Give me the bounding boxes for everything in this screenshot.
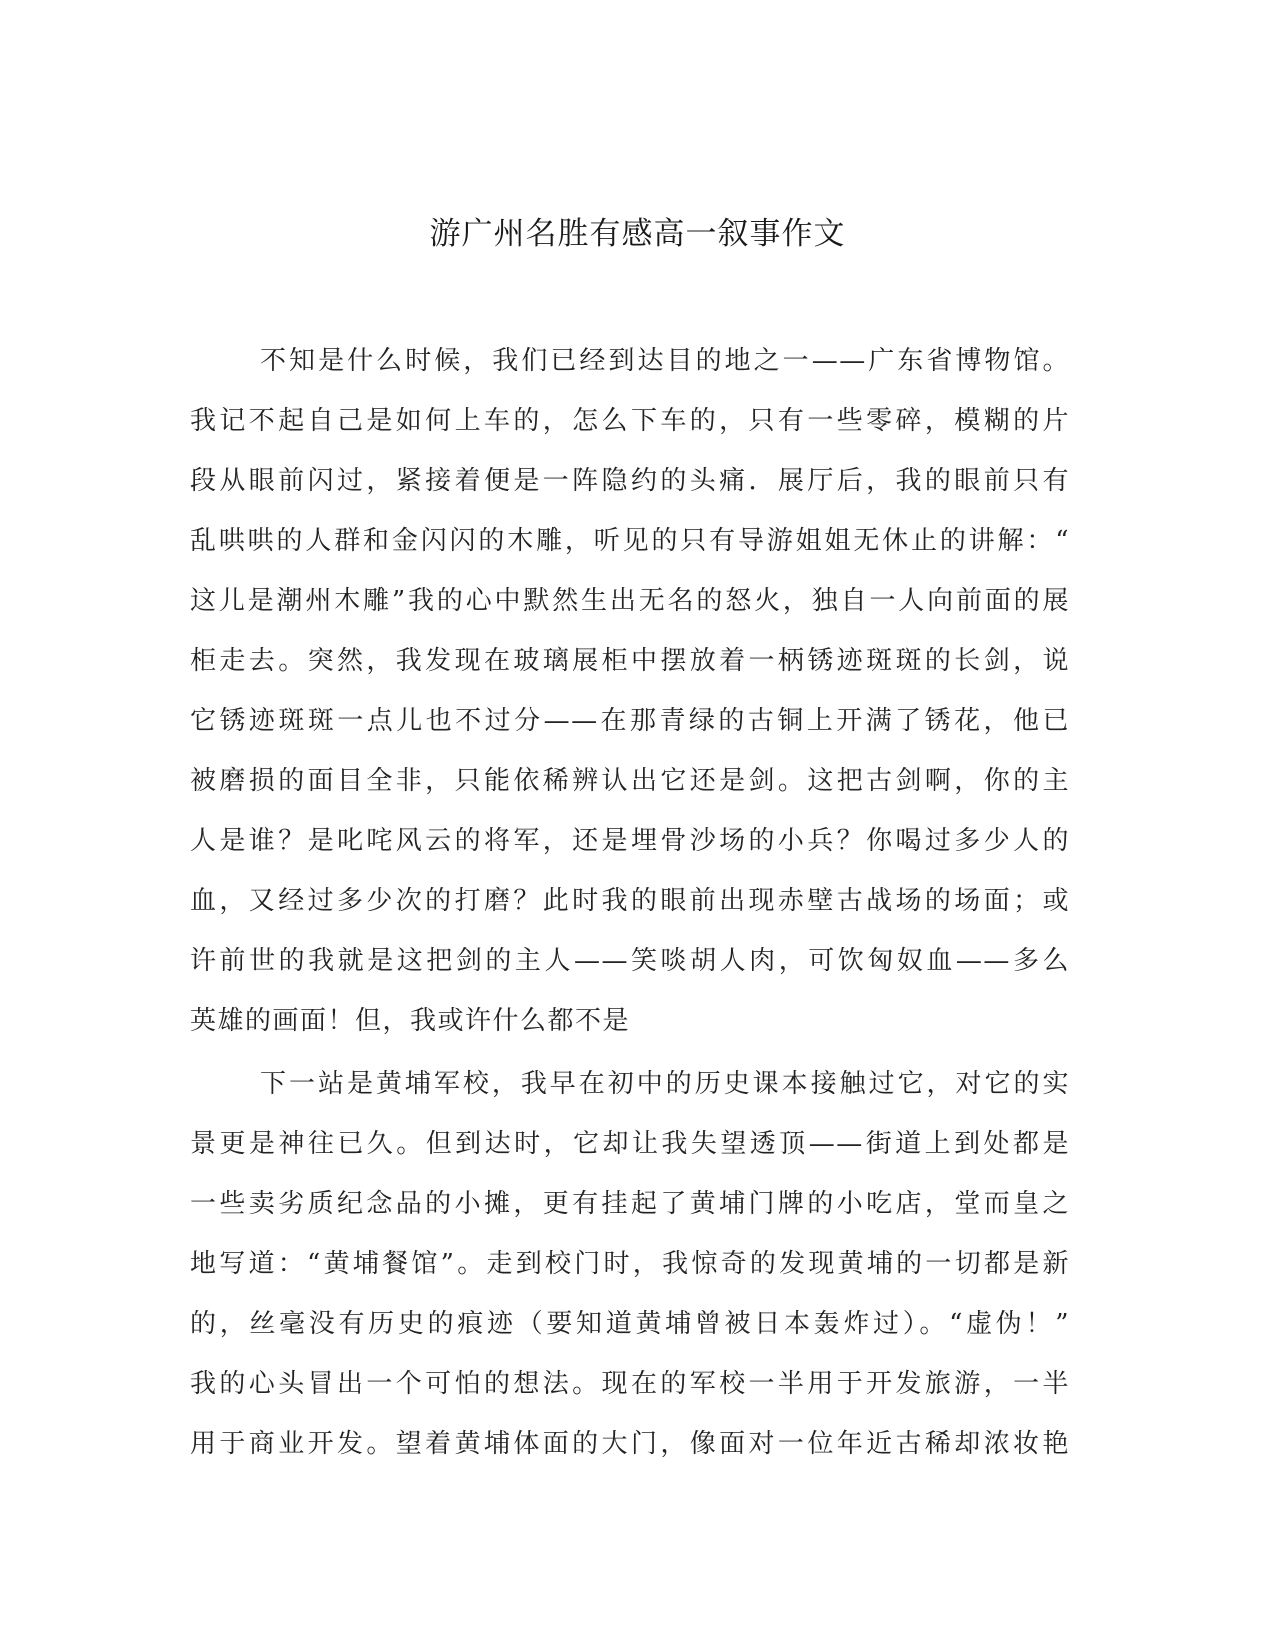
paragraph-2-line-1: 下一站是黄埔军校，我早在初中的历史课本接触过它，对它的实 — [260, 1069, 1070, 1099]
paragraph-1-line-6: 柜走去。突然，我发现在玻璃展柜中摆放着一柄锈迹斑斑的长剑，说 — [190, 646, 1070, 676]
paragraph-2-line-3: 一些卖劣质纪念品的小摊，更有挂起了黄埔门牌的小吃店，堂而皇之 — [190, 1189, 1070, 1219]
paragraph-1-line-10: 血，又经过多少次的打磨？此时我的眼前出现赤壁古战场的场面；或 — [190, 886, 1070, 916]
paragraph-1-line-11: 许前世的我就是这把剑的主人——笑啖胡人肉，可饮匈奴血——多么 — [190, 946, 1070, 976]
paragraph-1-line-9: 人是谁？是叱咤风云的将军，还是埋骨沙场的小兵？你喝过多少人的 — [190, 826, 1070, 856]
document-title: 游广州名胜有感高一叙事作文 — [429, 216, 846, 252]
paragraph-1-line-1: 不知是什么时候，我们已经到达目的地之一——广东省博物馆。 — [260, 346, 1070, 376]
paragraph-2-line-6: 我的心头冒出一个可怕的想法。现在的军校一半用于开发旅游，一半 — [190, 1369, 1070, 1399]
paragraph-1-line-12: 英雄的画面！但，我或许什么都不是 — [190, 1006, 631, 1036]
paragraph-1-line-4: 乱哄哄的人群和金闪闪的木雕，听见的只有导游姐姐无休止的讲解：“ — [190, 526, 1070, 556]
paragraph-2-line-2: 景更是神往已久。但到达时，它却让我失望透顶——街道上到处都是 — [190, 1129, 1070, 1159]
paragraph-1-line-3: 段从眼前闪过，紧接着便是一阵隐约的头痛．展厅后，我的眼前只有 — [190, 466, 1070, 496]
paragraph-2-line-4: 地写道：“黄埔餐馆”。走到校门时，我惊奇的发现黄埔的一切都是新 — [190, 1249, 1070, 1279]
paragraph-1-line-2: 我记不起自己是如何上车的，怎么下车的，只有一些零碎，模糊的片 — [190, 406, 1070, 436]
paragraph-1-line-7: 它锈迹斑斑一点儿也不过分——在那青绿的古铜上开满了锈花，他已 — [190, 706, 1070, 736]
paragraph-1-line-5: 这儿是潮州木雕”我的心中默然生出无名的怒火，独自一人向前面的展 — [190, 586, 1070, 616]
paragraph-1-line-8: 被磨损的面目全非，只能依稀辨认出它还是剑。这把古剑啊，你的主 — [190, 766, 1070, 796]
paragraph-2-line-7: 用于商业开发。望着黄埔体面的大门，像面对一位年近古稀却浓妆艳 — [190, 1429, 1070, 1459]
paragraph-2-line-5: 的，丝毫没有历史的痕迹（要知道黄埔曾被日本轰炸过）。“虚伪！” — [190, 1309, 1070, 1339]
document-body — [190, 331, 1070, 1474]
